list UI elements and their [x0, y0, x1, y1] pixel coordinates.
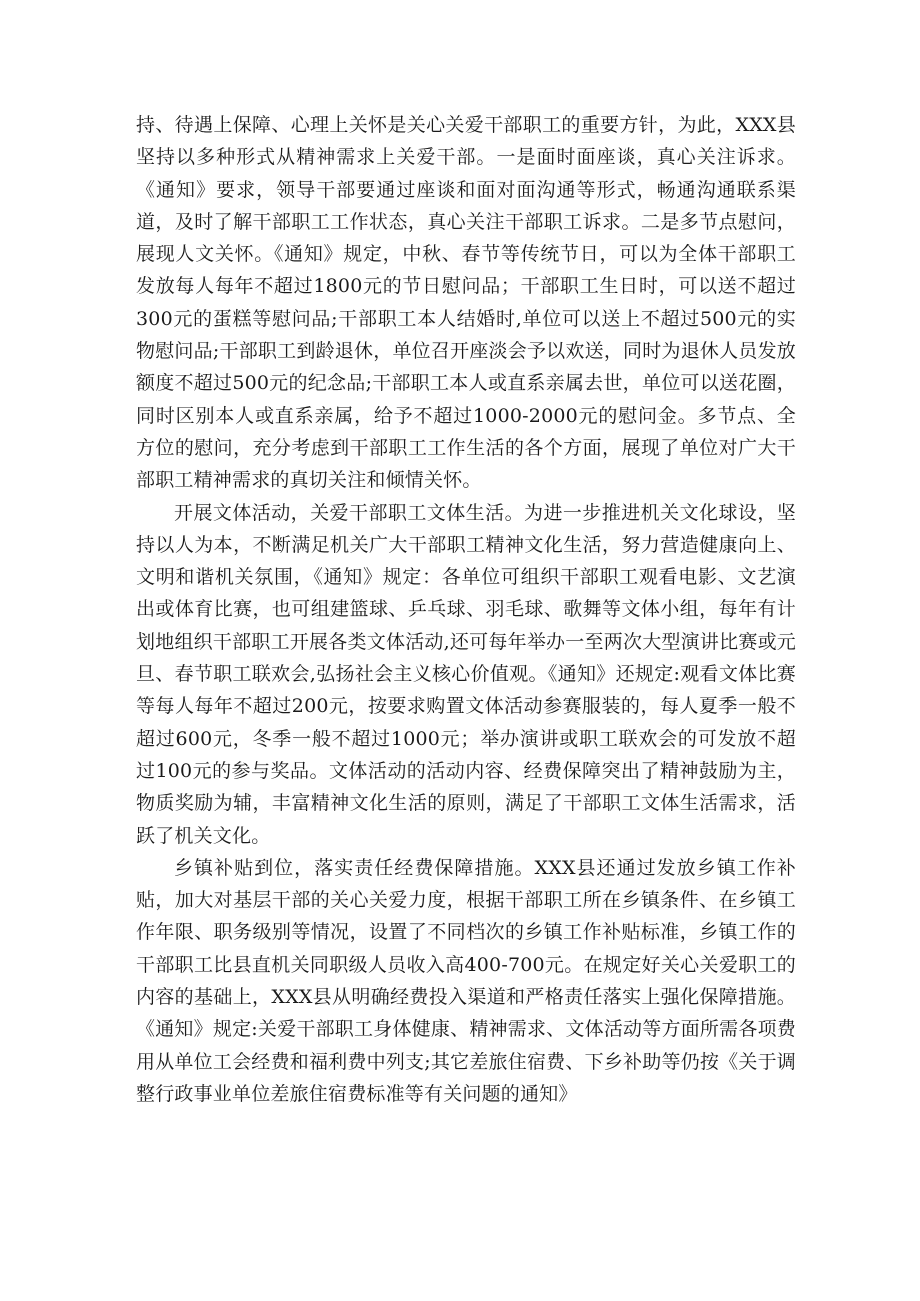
paragraph-cultural-sports: 开展文体活动，关爱干部职工文体生活。为进一步推进机关文化球设，坚持以人为本，不断满足机关广大干部职工精神文化生活，努力营造健康向上、文明和谐机关氛围，《通知》规定：各单位可组织干部职工观看电影、文艺演出或体育比赛，也可组建篮球、乒乓球、羽毛球、歌舞等文体小组，每年有计划地组织干部职工开展各类文体活动,还可每年举办一至两次大型演讲比赛或元旦、春节职工联欢会,弘扬社会主义核心价值观。《通知》还规定:观看文体比赛等每人每年不超过200元，按要求购置文体活动参赛服装的，每人夏季一般不超过600元，冬季一般不超过1000元；举办演讲或职工联欢会的可发放不超过100元的参与奖品。文体活动的活动内容、经费保障突出了精神鼓励为主，物质奖励为辅，丰富精神文化生活的原则，满足了干部职工文体生活需求，活跃了机关文化。 [136, 501, 796, 847]
document-body [136, 109, 796, 1110]
paragraph-township-subsidy: 乡镇补贴到位，落实责任经费保障措施。XXX县还通过发放乡镇工作补贴，加大对基层干部的关心关爱力度，根据干部职工所在乡镇条件、在乡镇工作年限、职务级别等情况，设置了不同档次的乡镇工作补贴标准，乡镇工作的干部职工比县直机关同职级人员收入高400-700元。在规定好关心关爱职工的内容的基础上，XXX县从明确经费投入渠道和严格责任落实上强化保障措施。《通知》规定:关爱干部职工身体健康、精神需求、文体活动等方面所需各项费用从单位工会经费和福利费中列支;其它差旅住宿费、下乡补助等仍按《关于调整行政事业单位差旅住宿费标准等有关问题的通知》 [136, 856, 796, 1105]
paragraph-spiritual-care: 持、待遇上保障、心理上关怀是关心关爱干部职工的重要方针，为此，XXX县坚持以多种形式从精神需求上关爱干部。一是面时面座谈，真心关注诉求。《通知》要求，领导干部要通过座谈和面对面沟通等形式，畅通沟通联系渠道，及时了解干部职工工作状态，真心关注干部职工诉求。二是多节点慰问，展现人文关怀。《通知》规定，中秋、春节等传统节日，可以为全体干部职工发放每人每年不超过1800元的节日慰问品；干部职工生日时，可以送不超过300元的蛋糕等慰问品;干部职工本人结婚时,单位可以送上不超过500元的实物慰问品;干部职工到龄退休，单位召开座淡会予以欢送，同时为退休人员发放额度不超过500元的纪念品;干部职工本人或直系亲属去世，单位可以送花圈，同时区别本人或直系亲属，给予不超过1000-2000元的慰问金。多节点、全方位的慰问，充分考虑到干部职工工作生活的各个方面，展现了单位对广大干部职工精神需求的真切关注和倾情关怀。 [136, 114, 796, 492]
